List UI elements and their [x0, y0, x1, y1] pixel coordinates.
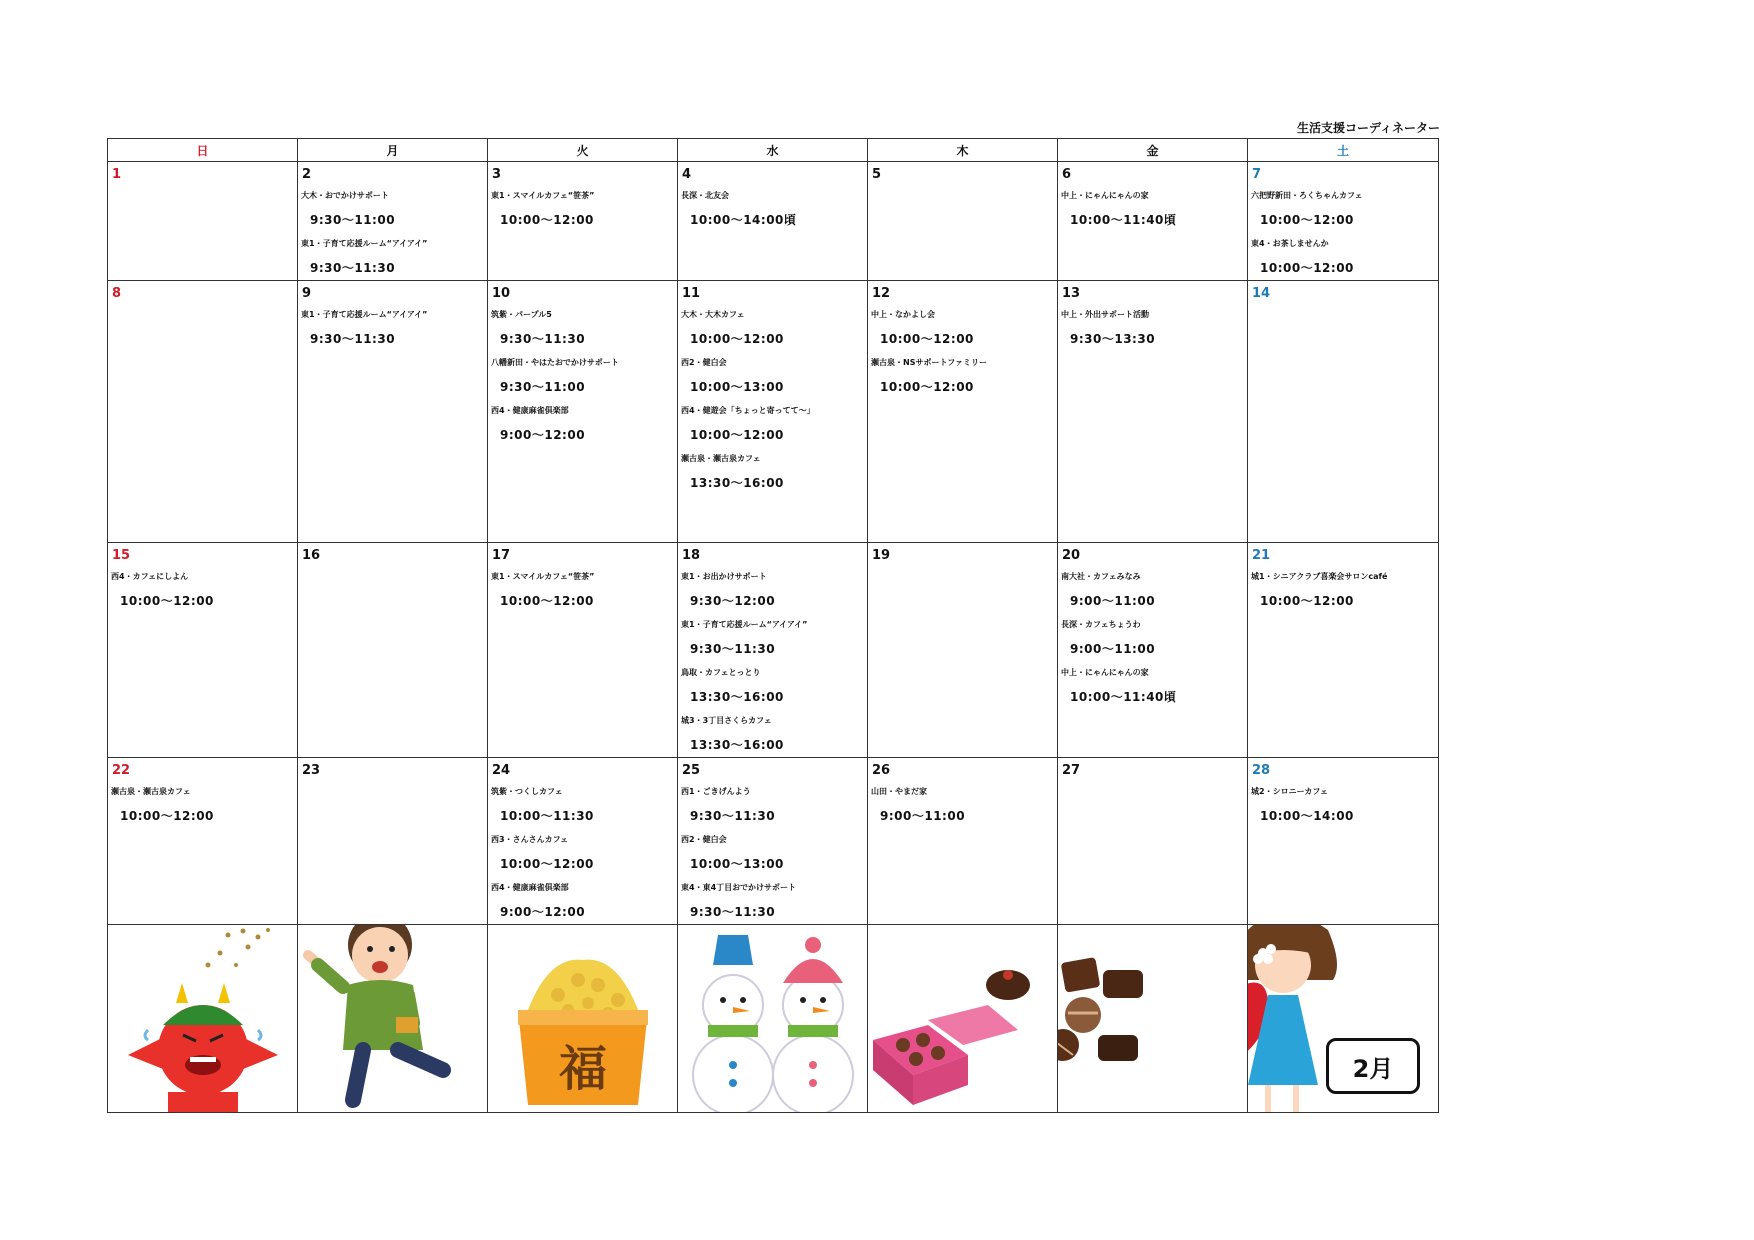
event — [298, 303, 487, 351]
event — [108, 565, 297, 613]
event — [1248, 565, 1438, 613]
event-name: 鳥取・カフェとっとり — [681, 668, 761, 677]
event-name: 西1・ごきげんよう — [681, 787, 751, 796]
event-time: 13:30～16:00 — [690, 690, 784, 704]
event-name: 西4・健康麻雀倶楽部 — [491, 883, 569, 892]
day-cell-wed — [678, 162, 868, 281]
event-time: 9:00～11:00 — [1070, 642, 1156, 656]
event-name: 西4・カフェにしよん — [111, 572, 189, 581]
day-number: 4 — [682, 167, 692, 182]
event-time: 10:00～11:40頃 — [1070, 213, 1177, 227]
day-number: 16 — [302, 548, 321, 563]
day-cell-wed — [678, 281, 868, 543]
event — [868, 351, 1057, 399]
chocolates-icon — [1058, 925, 1247, 1112]
event-time: 9:30～11:30 — [310, 261, 396, 275]
event-time: 10:00～11:30 — [500, 809, 594, 823]
weekday-fri: 金 — [1058, 139, 1248, 162]
event-name: 長深・北友会 — [681, 191, 729, 200]
day-cell-sun — [108, 758, 298, 925]
event-time: 10:00～12:00 — [690, 428, 784, 442]
event — [1058, 565, 1247, 613]
day-cell-sat — [1248, 543, 1439, 758]
event — [298, 184, 487, 232]
event-name: 中上・なかよし会 — [871, 310, 935, 319]
day-number: 25 — [682, 763, 701, 778]
day-number: 5 — [872, 167, 882, 182]
day-cell-fri — [1058, 162, 1248, 281]
event — [488, 876, 677, 924]
event-time: 9:00～12:00 — [500, 905, 586, 919]
bean-throwing-boy-icon — [298, 925, 487, 1112]
event-name: 八幡新田・やはたおでかけサポート — [491, 358, 619, 367]
chocolate-box-icon — [868, 925, 1057, 1112]
weekday-tue: 火 — [488, 139, 678, 162]
event-name: 西4・健遊会「ちょっと寄ってて～」 — [681, 406, 815, 415]
header-label: 生活支援コーディネーター — [1296, 121, 1440, 135]
event — [298, 232, 487, 280]
event — [678, 447, 867, 495]
day-cell-sat — [1248, 162, 1439, 281]
event-time: 10:00～14:00頃 — [690, 213, 797, 227]
event-time: 10:00～13:00 — [690, 857, 784, 871]
event-name: 筑紫・パープル5 — [491, 310, 552, 319]
event — [868, 780, 1057, 828]
event-name: 瀬古泉・瀬古泉カフェ — [111, 787, 191, 796]
day-number: 9 — [302, 286, 312, 301]
event — [678, 565, 867, 613]
event — [1058, 184, 1247, 232]
event-time: 9:00～11:00 — [880, 809, 966, 823]
event-name: 中上・にゃんにゃんの家 — [1061, 668, 1149, 677]
event-time: 13:30～16:00 — [690, 476, 784, 490]
event-name: 東4・東4丁目おでかけサポート — [681, 883, 797, 892]
event — [1248, 184, 1438, 232]
pic-cell-sun — [108, 925, 298, 1113]
event-time: 10:00～12:00 — [1260, 213, 1354, 227]
event — [678, 709, 867, 757]
event-time: 9:30～11:00 — [500, 380, 586, 394]
day-cell-thu — [868, 758, 1058, 925]
illustration-row — [108, 925, 1439, 1113]
event-time: 10:00～12:00 — [880, 380, 974, 394]
event-name: 東1・スマイルカフェ“笹茶” — [491, 572, 595, 581]
event-time: 9:30～11:30 — [690, 642, 776, 656]
pic-cell-thu — [868, 925, 1058, 1113]
event-name: 東1・子育て応援ルーム“アイアイ” — [681, 620, 808, 629]
event — [678, 876, 867, 924]
event-name: 城2・シロニーカフェ — [1251, 787, 1329, 796]
pic-cell-sat — [1248, 925, 1439, 1113]
day-number: 6 — [1062, 167, 1072, 182]
weekday-sun: 日 — [108, 139, 298, 162]
event-time: 10:00～12:00 — [1260, 261, 1354, 275]
pic-cell-fri — [1058, 925, 1248, 1113]
event-time: 9:30～12:00 — [690, 594, 776, 608]
event — [678, 780, 867, 828]
event-time: 10:00～12:00 — [120, 809, 214, 823]
day-number: 26 — [872, 763, 891, 778]
event-name: 東4・お茶しませんか — [1251, 239, 1329, 248]
event-name: 西4・健康麻雀倶楽部 — [491, 406, 569, 415]
day-cell-wed — [678, 758, 868, 925]
day-cell-mon — [298, 758, 488, 925]
weekday-sat: 土 — [1248, 139, 1439, 162]
event — [678, 828, 867, 876]
month-badge: 2月 — [1326, 1038, 1420, 1094]
event-time: 10:00～14:00 — [1260, 809, 1354, 823]
day-number: 28 — [1252, 763, 1271, 778]
day-cell-tue — [488, 758, 678, 925]
event — [488, 351, 677, 399]
event-name: 西2・健白会 — [681, 835, 727, 844]
day-cell-tue — [488, 162, 678, 281]
weekday-wed: 水 — [678, 139, 868, 162]
day-cell-fri — [1058, 543, 1248, 758]
event-time: 9:30～13:30 — [1070, 332, 1156, 346]
day-number: 2 — [302, 167, 312, 182]
day-cell-thu — [868, 543, 1058, 758]
event-name: 筑紫・つくしカフェ — [491, 787, 563, 796]
event — [488, 565, 677, 613]
day-cell-sun — [108, 162, 298, 281]
event — [108, 780, 297, 828]
event-time: 13:30～16:00 — [690, 738, 784, 752]
day-cell-fri — [1058, 281, 1248, 543]
day-cell-fri — [1058, 758, 1248, 925]
weekday-thu: 木 — [868, 139, 1058, 162]
event-name: 城3・3丁目さくらカフェ — [681, 716, 772, 725]
day-number: 14 — [1252, 286, 1271, 301]
event-name: 長深・カフェちょうわ — [1061, 620, 1141, 629]
day-number: 1 — [112, 167, 122, 182]
day-number: 23 — [302, 763, 321, 778]
event-name: 西2・健白会 — [681, 358, 727, 367]
day-number: 19 — [872, 548, 891, 563]
event — [488, 399, 677, 447]
day-number: 8 — [112, 286, 122, 301]
event-time: 9:30～11:00 — [310, 213, 396, 227]
event-time: 9:30～11:30 — [500, 332, 586, 346]
event-time: 10:00～13:00 — [690, 380, 784, 394]
event-time: 9:30～11:30 — [690, 809, 776, 823]
weekday-mon: 月 — [298, 139, 488, 162]
event-time: 10:00～12:00 — [500, 594, 594, 608]
day-cell-tue — [488, 543, 678, 758]
snowmen-icon — [678, 925, 867, 1112]
event-name: 山田・やまだ家 — [871, 787, 927, 796]
day-number: 15 — [112, 548, 131, 563]
event-time: 9:30～11:30 — [310, 332, 396, 346]
fuku-character: 福 — [558, 1041, 608, 1097]
day-number: 17 — [492, 548, 511, 563]
day-cell-mon — [298, 281, 488, 543]
day-cell-tue — [488, 281, 678, 543]
event-name: 瀬古泉・NSサポートファミリー — [871, 358, 988, 367]
day-cell-wed — [678, 543, 868, 758]
event — [678, 399, 867, 447]
event-name: 中上・外出サポート活動 — [1061, 310, 1149, 319]
event — [678, 303, 867, 351]
event — [678, 351, 867, 399]
red-oni-icon — [108, 925, 297, 1112]
event-name: 大木・おでかけサポート — [301, 191, 389, 200]
event — [488, 303, 677, 351]
event-name: 東1・スマイルカフェ“笹茶” — [491, 191, 595, 200]
week-row — [108, 281, 1439, 543]
event — [488, 780, 677, 828]
event-name: 大木・大木カフェ — [681, 310, 745, 319]
event-name: 中上・にゃんにゃんの家 — [1061, 191, 1149, 200]
event-name: 東1・子育て応援ルーム“アイアイ” — [301, 239, 428, 248]
day-cell-mon — [298, 162, 488, 281]
weekday-header-row — [108, 139, 1439, 162]
day-number: 18 — [682, 548, 701, 563]
event — [1058, 661, 1247, 709]
day-number: 10 — [492, 286, 511, 301]
event-time: 10:00～12:00 — [1260, 594, 1354, 608]
week-row — [108, 162, 1439, 281]
event-name: 城1・シニアクラブ喜楽会サロンcafé — [1251, 572, 1388, 581]
pic-cell-wed — [678, 925, 868, 1113]
fuku-masu-icon — [488, 925, 677, 1112]
day-number: 11 — [682, 286, 701, 301]
day-number: 12 — [872, 286, 891, 301]
day-cell-sat — [1248, 758, 1439, 925]
day-number: 3 — [492, 167, 502, 182]
event-time: 10:00～12:00 — [500, 213, 594, 227]
day-cell-sat — [1248, 281, 1439, 543]
day-cell-thu — [868, 162, 1058, 281]
day-number: 7 — [1252, 167, 1262, 182]
event-name: 東1・子育て応援ルーム“アイアイ” — [301, 310, 428, 319]
event-time: 10:00～12:00 — [880, 332, 974, 346]
day-cell-sun — [108, 281, 298, 543]
event-time: 9:00～11:00 — [1070, 594, 1156, 608]
day-number: 27 — [1062, 763, 1081, 778]
event — [678, 184, 867, 232]
day-number: 22 — [112, 763, 131, 778]
event-time: 10:00～12:00 — [690, 332, 784, 346]
event-time: 9:30～11:30 — [690, 905, 776, 919]
event — [1058, 613, 1247, 661]
event-time: 10:00～12:00 — [500, 857, 594, 871]
event-time: 10:00～12:00 — [120, 594, 214, 608]
event — [1248, 232, 1438, 280]
event-name: 六把野新田・ろくちゃんカフェ — [1251, 191, 1363, 200]
day-cell-sun — [108, 543, 298, 758]
event — [1058, 303, 1247, 351]
february-calendar — [107, 138, 1439, 1113]
event-time: 9:00～12:00 — [500, 428, 586, 442]
event — [868, 303, 1057, 351]
pic-cell-tue — [488, 925, 678, 1113]
event — [678, 661, 867, 709]
event — [1248, 780, 1438, 828]
week-row — [108, 543, 1439, 758]
event-name: 瀬古泉・瀬古泉カフェ — [681, 454, 761, 463]
day-number: 24 — [492, 763, 511, 778]
week-row — [108, 758, 1439, 925]
event-name: 西3・さんさんカフェ — [491, 835, 569, 844]
day-number: 13 — [1062, 286, 1081, 301]
day-number: 20 — [1062, 548, 1081, 563]
day-cell-mon — [298, 543, 488, 758]
event — [488, 184, 677, 232]
event — [678, 613, 867, 661]
day-number: 21 — [1252, 548, 1271, 563]
event-time: 10:00～11:40頃 — [1070, 690, 1177, 704]
day-cell-thu — [868, 281, 1058, 543]
event-name: 東1・お出かけサポート — [681, 572, 767, 581]
event-name: 南大社・カフェみなみ — [1061, 572, 1141, 581]
event — [488, 828, 677, 876]
pic-cell-mon — [298, 925, 488, 1113]
